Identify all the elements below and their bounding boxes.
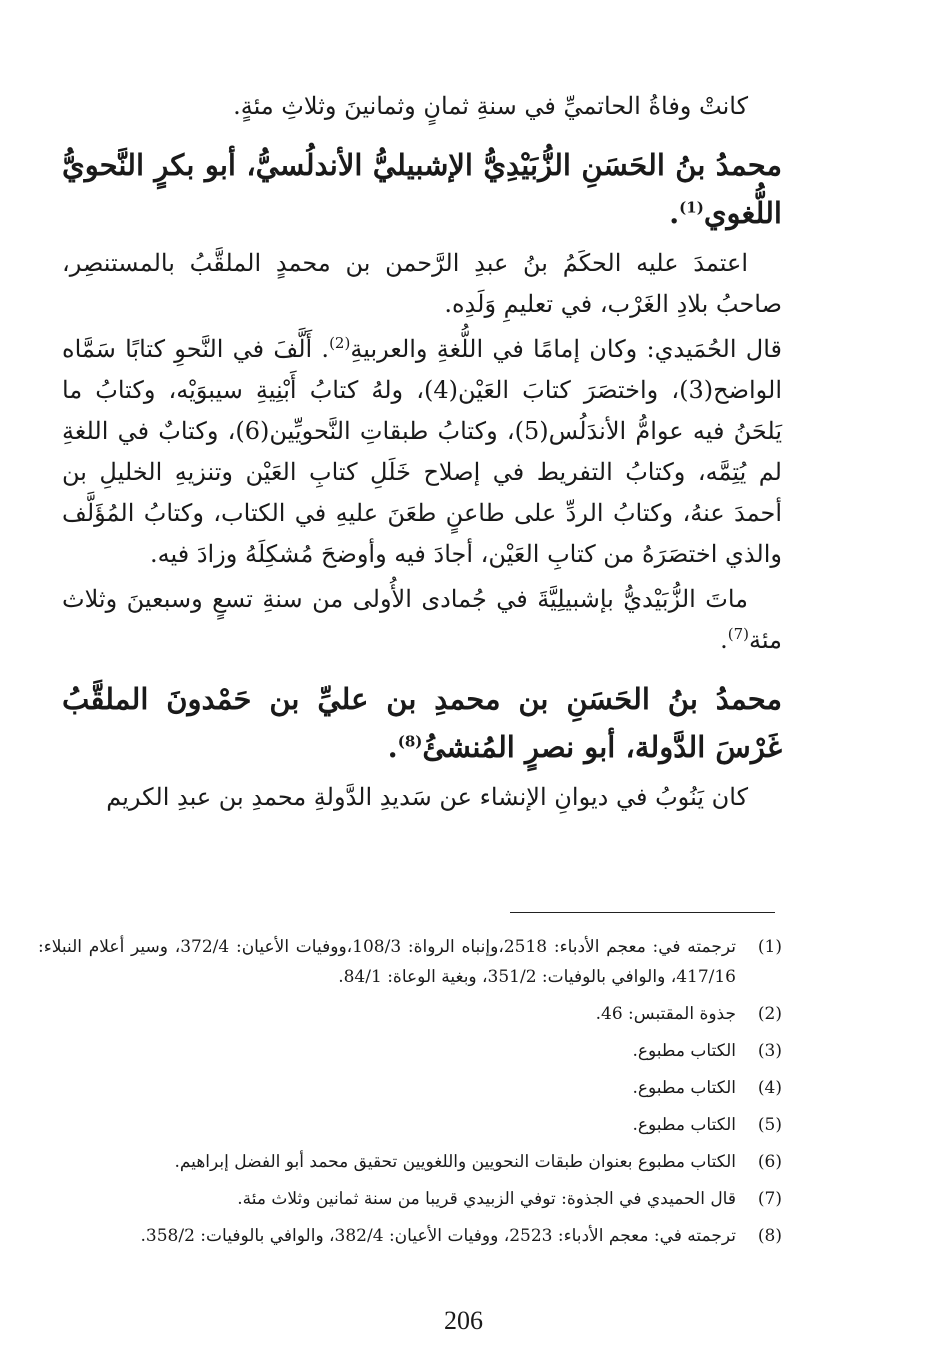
- footnote-ref: (7): [727, 625, 750, 643]
- entry-heading: [62, 141, 782, 237]
- footnote-text: الكتاب مطبوع بعنوان طبقات النحويين واللغويين تحقيق محمد أبو الفضل إبراهيم.: [174, 1152, 736, 1172]
- footnote-number: (8): [757, 1226, 782, 1246]
- paragraph-text: كان يَنُوبُ في ديوانِ الإنشاء عن سَديدِ الدَّولةِ محمدِ بن عبدِ الكريم: [106, 783, 748, 811]
- footnote-text: جذوة المقتبس: 46.: [595, 1004, 736, 1024]
- entry-heading: [62, 675, 782, 771]
- footnote: [38, 1036, 782, 1066]
- paragraph-text: كانتْ وفاةُ الحاتميِّ في سنةِ ثمانٍ وثمانينَ وثلاثِ مئةٍ.: [233, 92, 748, 120]
- footnote-text: الكتاب مطبوع.: [632, 1115, 736, 1135]
- entry-heading-text: محمدُ بنُ الحَسَنِ بن محمدِ بن عليِّ بن حَمْدونَ الملقَّبُ غَرْسَ الدَّولة، أبو نصرٍ المُنشئُ: [62, 682, 782, 764]
- footnote-text: الكتاب مطبوع.: [632, 1041, 736, 1061]
- footnote-ref: (8): [397, 732, 423, 751]
- footnotes: [38, 932, 782, 1258]
- footnote: [38, 1110, 782, 1140]
- footnote: [38, 1073, 782, 1103]
- paragraph-text: . أَلَّفَ في النَّحوِ كتابًا سَمَّاه الواضح(3)، واختصَرَ كتابَ العَيْن(4)، ولهُ كتابُ أَبْنِيةِ سيبوَيْه، وكتابُ ما يَلحَنُ فيه عوامُّ الأندَلُس(5)، وكتابُ طبقاتِ النَّحويِّين(6)، وكتابٌ في اللغةِ لم يُتِمَّه، وكتابُ التفريط في إصلاح خَلَلِ كتابِ العَيْن وتنزيهِ الخليلِ بن أحمدَ عنهُ، وكتابُ الردِّ على طاعنٍ طعَنَ عليهِ في الكتاب، وكتابُ المُؤَلَّف والذي اختصَرَهُ من كتابِ العَيْن، أجادَ فيه وأوضحَ مُشكِلَهُ وزادَ فيه.: [62, 335, 783, 568]
- punctuation: .: [669, 196, 680, 230]
- footnote-text: ترجمته في: معجم الأدباء: 2523، ووفيات الأعيان: 382/4، والوافي بالوفيات: 358/2.: [140, 1226, 736, 1246]
- footnote: [38, 1147, 782, 1177]
- punctuation: .: [387, 730, 398, 764]
- footnote-number: (6): [757, 1152, 782, 1172]
- footnote-text: الكتاب مطبوع.: [632, 1078, 736, 1098]
- footnote-number: (1): [757, 937, 782, 957]
- paragraph-text: ماتَ الزُّبَيْديُّ بإشبيلِيَّةَ في جُمادى الأُولى من سنةِ تسعٍ وسبعينَ وثلاث مئة: [62, 585, 782, 654]
- footnote-number: (5): [757, 1115, 782, 1135]
- footnote-text: قال الحميدي في الجذوة: توفي الزبيدي قريبا من سنة ثمانين وثلاث مئة.: [237, 1189, 736, 1209]
- paragraph-text: قال الحُمَيدي: وكان إمامًا في اللُّغةِ والعربيةِ: [350, 335, 782, 363]
- footnote: [38, 1184, 782, 1214]
- footnote-number: (3): [757, 1041, 782, 1061]
- footnote-number: (4): [757, 1078, 782, 1098]
- punctuation: .: [720, 626, 728, 654]
- footnote-divider: [510, 912, 775, 913]
- footnote-ref: (1): [679, 198, 704, 217]
- paragraph: [62, 329, 782, 575]
- entry-heading-text: محمدُ بنُ الحَسَنِ الزُّبَيْدِيُّ الإشبيليُّ الأندلُسيُّ، أبو بكرٍ النَّحويُّ اللُّغوي: [62, 148, 782, 230]
- paragraph-text: اعتمدَ عليه الحكَمُ بنُ عبدِ الرَّحمن بن محمدٍ الملقَّبُ بالمستنصِر، صاحبُ بلادِ الغَرْب، في تعليمِ وَلَدِه.: [62, 249, 782, 318]
- paragraph: [62, 777, 782, 818]
- footnote: [38, 1221, 782, 1251]
- footnote-number: (2): [757, 1004, 782, 1024]
- paragraph: [62, 579, 782, 661]
- paragraph: [62, 243, 782, 325]
- footnote-text: ترجمته في: معجم الأدباء: 2518،وإنباه الرواة: 108/3،ووفيات الأعيان: 372/4، وسير أعلام النبلاء: 417/16، والوافي بالوفيات: 351/2، وبغية الوعاة: 84/1.: [38, 937, 736, 987]
- footnote-number: (7): [757, 1189, 782, 1209]
- main-text: [62, 86, 782, 822]
- footnote: [38, 999, 782, 1029]
- page-number: 206: [444, 1306, 483, 1335]
- footnote-ref: (2): [329, 334, 351, 352]
- paragraph: [62, 86, 782, 127]
- footnote: [38, 932, 782, 992]
